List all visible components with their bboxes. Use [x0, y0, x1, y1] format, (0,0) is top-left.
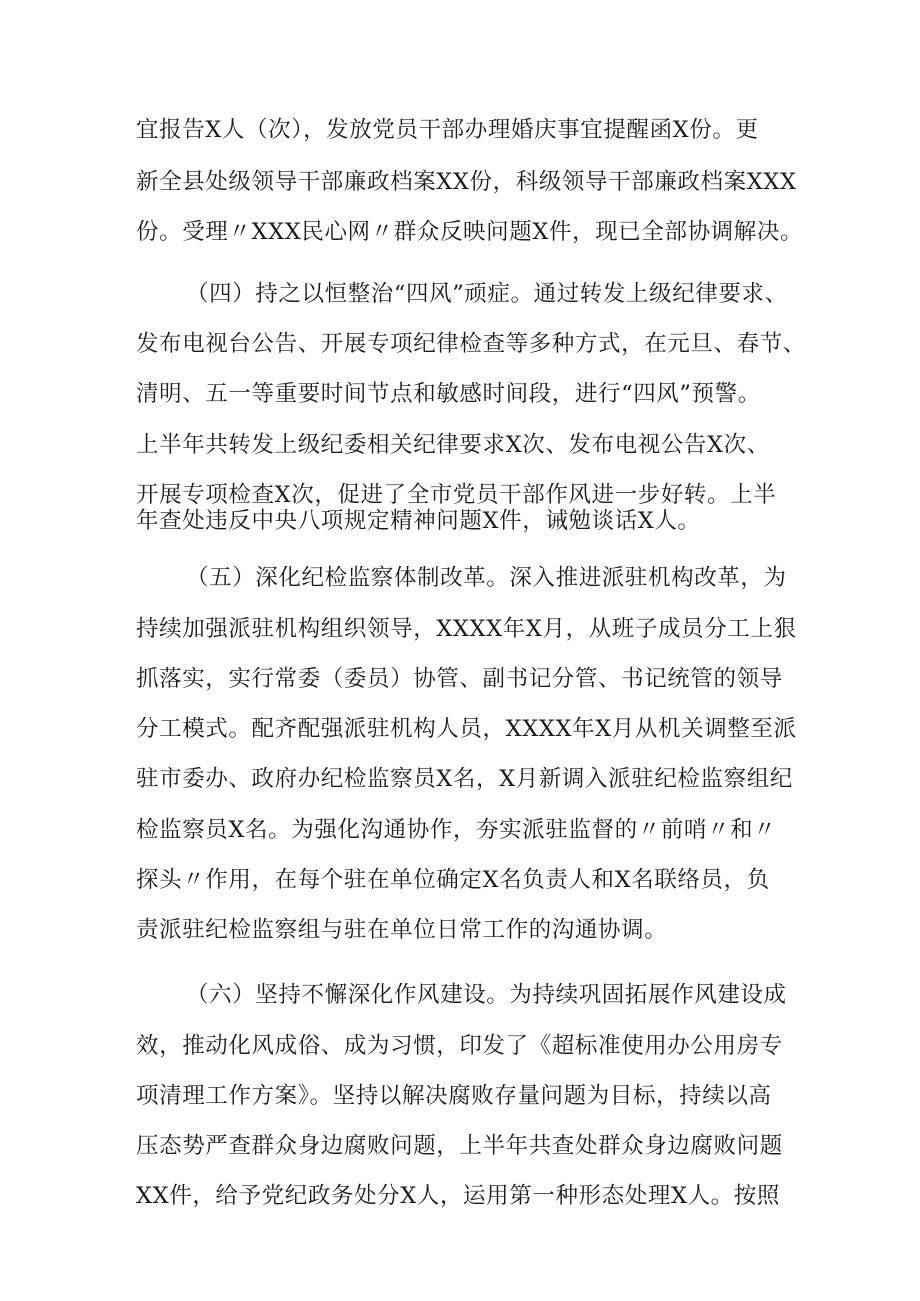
text-line: 宜报告X人（次），发放党员干部办理婚庆事宜提醒函X份。更	[136, 117, 759, 143]
text-line: 探头〃作用，在每个驻在单位确定X名负责人和X名联络员，负	[136, 867, 770, 893]
text-line: 驻市委办、政府办纪检监察员X名，X月新调入派驻纪检监察组纪	[136, 766, 793, 792]
paragraph-heading-5: （五）深化纪检监察体制改革。深入推进派驻机构改革，为	[186, 565, 787, 591]
text-line: 清明、五一等重要时间节点和敏感时间段，进行“四风”预警。	[136, 381, 761, 407]
text-line: 新全县处级领导干部廉政档案XX份，科级领导干部廉政档案XXX	[136, 169, 797, 195]
text-line: 项清理工作方案》。坚持以解决腐败存量问题为目标，持续以高	[136, 1083, 772, 1109]
text-line: 检监察员X名。为强化沟通协作，夯实派驻监督的〃前哨〃和〃	[136, 817, 777, 843]
text-line: 开展专项检查X次，促进了全市党员干部作风进一步好转。上半	[136, 482, 777, 508]
text-line: 责派驻纪检监察组与驻在单位日常工作的沟通协调。	[136, 917, 668, 943]
paragraph-heading-4: （四）持之以恒整治“四风”顽症。通过转发上级纪律要求、	[186, 281, 788, 307]
paragraph-heading-6: （六）坚持不懈深化作风建设。为持续巩固拓展作风建设成	[186, 982, 787, 1008]
text-line: 上半年共转发上级纪委相关纪律要求X次、发布电视公告X次、	[136, 432, 770, 458]
text-line: 年查处违反中央八项规定精神问题X件，诫勉谈话X人。	[136, 508, 701, 534]
text-line: XX件，给予党纪政务处分X人，运用第一种形态处理X人。按照	[136, 1183, 780, 1209]
text-line: 持续加强派驻机构组织领导，XXXX年X月，从班子成员分工上狠	[136, 616, 797, 642]
text-line: 份。受理〃XXX民心网〃群众反映问题X件，现已全部协调解决。	[136, 219, 804, 245]
text-line: 压态势严查群众身边腐败问题，上半年共查处群众身边腐败问题	[136, 1133, 783, 1159]
text-line: 抓落实，实行常委（委员）协管、副书记分管、书记统管的领导	[136, 666, 783, 692]
text-line: 发布电视台公告、开展专项纪律检查等多种方式，在元旦、春节、	[136, 331, 806, 357]
text-line: 分工模式。配齐配强派驻机构人员，XXXX年X月从机关调整至派	[136, 716, 797, 742]
text-line: 效，推动化风成俗、成为习惯，印发了《超标准使用办公用房专	[136, 1033, 783, 1059]
